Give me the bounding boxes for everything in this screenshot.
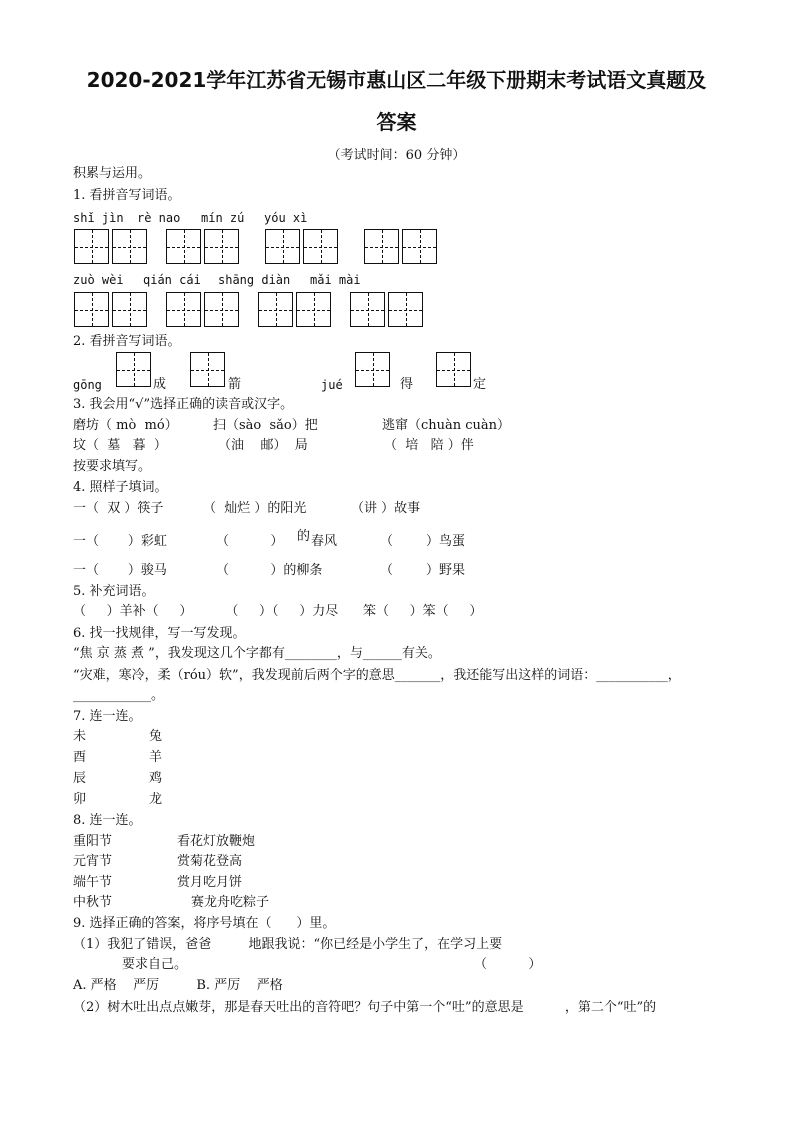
q8-left-item[interactable]: 端午节 (73, 875, 113, 890)
q4-heading: 4. 照样子填词。 (73, 480, 168, 495)
q1-pinyin-3: mín zú (201, 211, 245, 225)
q4-blank[interactable]: （ ）的柳条 (216, 563, 323, 578)
writing-grid[interactable] (74, 229, 109, 264)
q8-left-item[interactable]: 元宵节 (73, 854, 113, 869)
q9-part1-line2: 要求自己。 (122, 957, 188, 972)
writing-grid[interactable] (296, 292, 331, 327)
q7-left-item[interactable]: 酉 (73, 750, 87, 765)
q4-blank[interactable]: （ ）鸟蛋 (380, 534, 466, 549)
q7-left-item[interactable]: 辰 (73, 771, 87, 786)
q7-left-item[interactable]: 未 (73, 729, 87, 744)
q8-right-item[interactable]: 赏菊花登高 (177, 854, 243, 869)
q8-left-item[interactable]: 中秋节 (73, 895, 113, 910)
q3-option[interactable]: （油 邮） 局 (218, 438, 308, 453)
fill-heading: 按要求填写。 (73, 459, 152, 474)
writing-grid[interactable] (355, 352, 390, 387)
exam-time: （考试时间：60 分钟） (327, 148, 466, 163)
q7-right-item[interactable]: 羊 (149, 750, 163, 765)
q8-right-item[interactable]: 看花灯放鞭炮 (177, 834, 256, 849)
q1-pinyin-8: mǎi mài (310, 273, 361, 287)
q3-option[interactable]: 逃窜（chuàn cuàn） (382, 418, 511, 433)
q1-heading: 1. 看拼音写词语。 (73, 188, 181, 203)
writing-grid[interactable] (350, 292, 385, 327)
q4-example: 一（ 双 ）筷子 (73, 501, 164, 516)
q4-de: 的 (297, 529, 311, 544)
q9-part1-line1[interactable]: （1）我犯了错误，爸爸 地跟我说：“你已经是小学生了，在学习上要 (73, 937, 503, 952)
q3-heading: 3. 我会用“√”选择正确的读音或汉字。 (73, 397, 294, 412)
q7-heading: 7. 连一连。 (73, 709, 142, 724)
q4-blank[interactable]: （ ） (216, 534, 284, 549)
q9-part1-answer-paren[interactable]: （ ） (474, 957, 542, 972)
writing-grid[interactable] (116, 352, 151, 387)
q1-pinyin-5: zuò wèi (73, 273, 124, 287)
writing-grid[interactable] (112, 229, 147, 264)
q5-line[interactable]: （ ）羊补（ ） （ ）（ ）力尽 笨（ ）笨（ ） (73, 604, 483, 619)
writing-grid[interactable] (436, 352, 471, 387)
q4-blank[interactable]: （ ）野果 (380, 563, 466, 578)
q6-line1[interactable]: “焦 京 蒸 煮 ”，我发现这几个字都有________，与______有关。 (73, 646, 441, 661)
q6-line3[interactable]: ____________。 (73, 688, 165, 703)
writing-grid[interactable] (303, 229, 338, 264)
q8-heading: 8. 连一连。 (73, 813, 142, 828)
q9-heading: 9. 选择正确的答案，将序号填在（ ）里。 (73, 916, 336, 931)
writing-grid[interactable] (190, 352, 225, 387)
writing-grid[interactable] (388, 292, 423, 327)
q3-option[interactable]: （ 培 陪 ）伴 (384, 438, 474, 453)
q3-option[interactable]: 扫（sào sǎo）把 (213, 418, 318, 433)
document-title-line1: 2020-2021学年江苏省无锡市惠山区二年级下册期末考试语文真题及 (86, 68, 707, 92)
q6-heading: 6. 找一找规律，写一写发现。 (73, 626, 246, 641)
q9-part2-line1[interactable]: （2）树木吐出点点嫩芽，那是春天吐出的音符吧？句子中第一个“吐”的意思是 ，第二个“吐”的 (73, 1000, 657, 1015)
writing-grid[interactable] (166, 229, 201, 264)
q4-example: （讲 ）故事 (351, 501, 421, 516)
q6-line2[interactable]: “灾难，寒冷，柔（róu）软”，我发现前后两个字的意思_______，我还能写出这样的词语：___________， (73, 668, 681, 683)
q5-heading: 5. 补充词语。 (73, 584, 155, 599)
writing-grid[interactable] (265, 229, 300, 264)
writing-grid[interactable] (74, 292, 109, 327)
q3-option[interactable]: 坟（ 墓 暮 ） (73, 438, 167, 453)
q3-option[interactable]: 磨坊（ mò mó） (73, 418, 178, 433)
q1-pinyin-2: rè nao (137, 211, 181, 225)
q8-right-item[interactable]: 赛龙舟吃粽子 (191, 895, 270, 910)
q7-right-item[interactable]: 龙 (149, 792, 163, 807)
document-title-line2: 答案 (376, 110, 417, 134)
writing-grid[interactable] (166, 292, 201, 327)
q8-left-item[interactable]: 重阳节 (73, 834, 113, 849)
q1-pinyin-7: shāng diàn (218, 273, 291, 287)
q2-char-jian: 箭 (228, 377, 242, 392)
q4-blank[interactable]: 一（ ）骏马 (73, 563, 167, 578)
writing-grid[interactable] (204, 292, 239, 327)
writing-grid[interactable] (204, 229, 239, 264)
q4-chunfeng: 春风 (311, 534, 338, 549)
q2-heading: 2. 看拼音写词语。 (73, 334, 181, 349)
writing-grid[interactable] (364, 229, 399, 264)
q4-blank[interactable]: 一（ ）彩虹 (73, 534, 167, 549)
q7-right-item[interactable]: 鸡 (149, 771, 163, 786)
q2-char-ding: 定 (473, 377, 487, 392)
q1-pinyin-1: shǐ jìn (73, 211, 124, 225)
section-heading: 积累与运用。 (73, 166, 152, 181)
writing-grid[interactable] (112, 292, 147, 327)
q2-pinyin-jue: jué (321, 378, 343, 392)
q8-right-item[interactable]: 赏月吃月饼 (177, 875, 243, 890)
writing-grid[interactable] (402, 229, 437, 264)
q9-options[interactable]: A. 严格 严厉 B. 严厉 严格 (73, 978, 283, 993)
q2-char-de: 得 (400, 377, 414, 392)
writing-grid[interactable] (258, 292, 293, 327)
q2-pinyin-gong: gōng (73, 378, 102, 392)
q4-example: （ 灿烂 ）的阳光 (203, 501, 307, 516)
q1-pinyin-4: yóu xì (264, 211, 308, 225)
q7-right-item[interactable]: 兔 (149, 729, 163, 744)
q1-pinyin-6: qián cái (143, 273, 201, 287)
q2-char-cheng: 成 (153, 377, 167, 392)
q7-left-item[interactable]: 卯 (73, 792, 87, 807)
